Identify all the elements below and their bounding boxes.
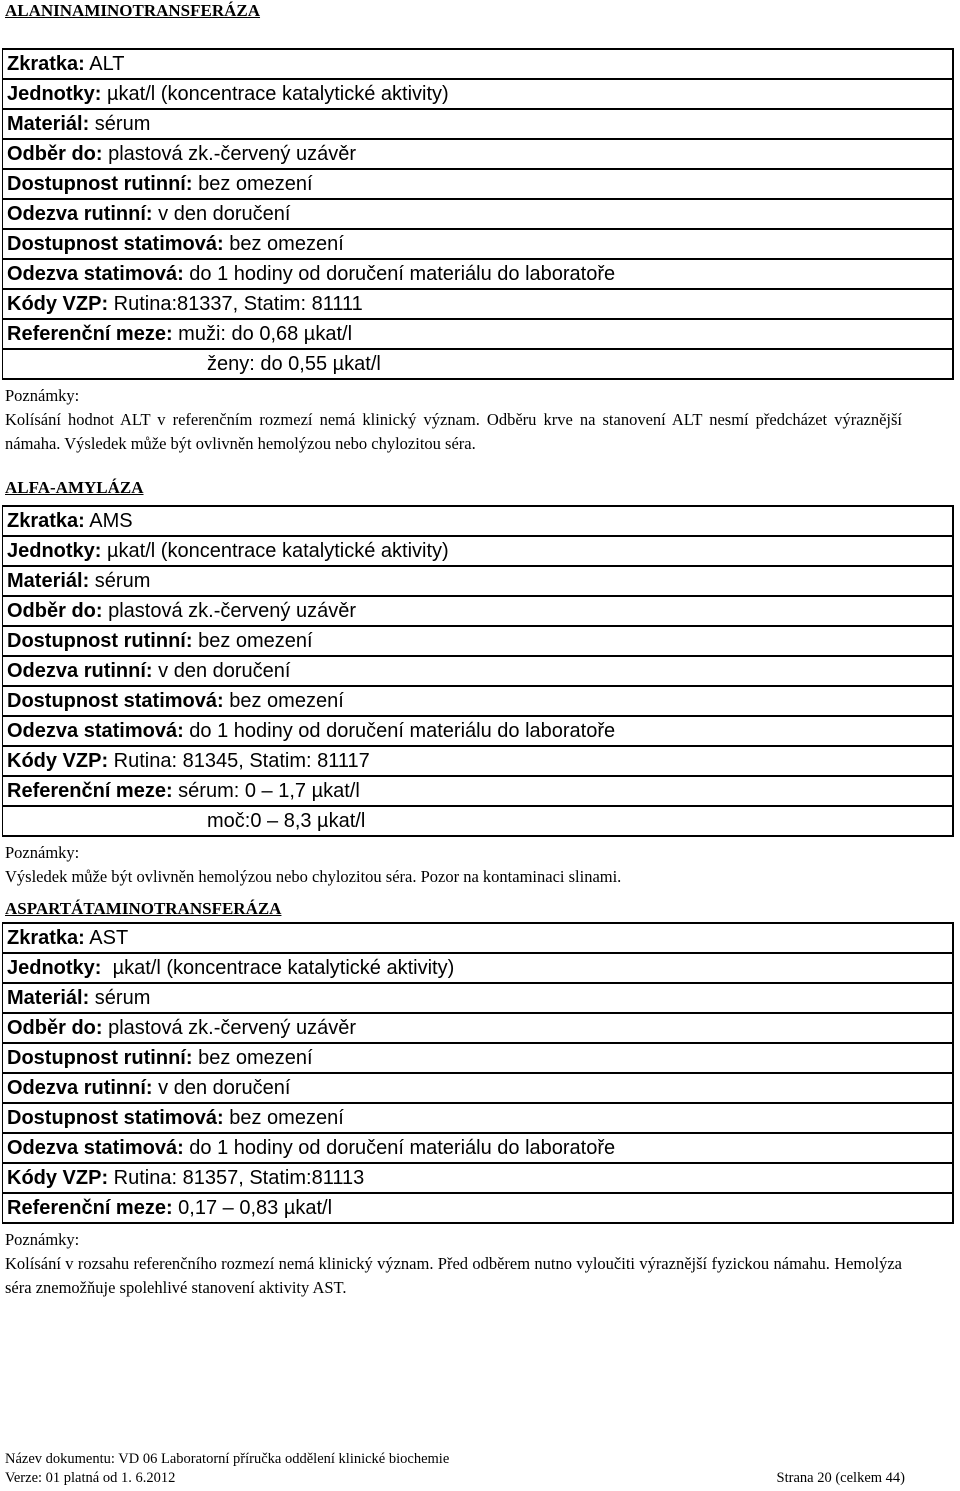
row-value: µkat/l (koncentrace katalytické aktivity) bbox=[101, 83, 449, 105]
table-row bbox=[3, 260, 952, 290]
table-row bbox=[3, 687, 952, 717]
table-row bbox=[3, 777, 952, 807]
notes-text: Výsledek může být ovlivněn hemolýzou nebo chylozitou séra. Pozor na kontaminaci slinami. bbox=[5, 867, 622, 886]
row-key: Odezva statimová: bbox=[7, 263, 184, 285]
section-title: ALFA-AMYLÁZA bbox=[5, 478, 144, 497]
row-key: Kódy VZP: bbox=[7, 293, 109, 315]
row-key: Odběr do: bbox=[7, 600, 103, 622]
row-value: bez omezení bbox=[192, 173, 313, 195]
notes bbox=[0, 1224, 960, 1300]
table-row bbox=[3, 747, 952, 777]
notes-label: Poznámky: bbox=[5, 386, 80, 405]
row-key: Odezva statimová: bbox=[7, 720, 184, 742]
section-title: ALANINAMINOTRANSFERÁZA bbox=[5, 1, 261, 20]
row-key: Zkratka: bbox=[7, 927, 85, 949]
row-key: Odezva rutinní: bbox=[7, 203, 153, 225]
row-value: 0,17 – 0,83 µkat/l bbox=[172, 1197, 333, 1219]
table-row bbox=[3, 200, 952, 230]
notes-text: Kolísání hodnot ALT v referenčním rozmezí nemá klinický význam. Odběru krve na stanovení ALT nesmí předcházet výraznější námaha. Výsledek může být ovlivněn hemolýzou nebo chylozitou séra. bbox=[5, 410, 902, 453]
row-value: do 1 hodiny od doručení materiálu do laboratoře bbox=[183, 263, 616, 285]
section-ams bbox=[0, 477, 960, 889]
row-value: v den doručení bbox=[152, 203, 291, 225]
row-value: v den doručení bbox=[152, 660, 291, 682]
section-title: ASPARTÁTAMINOTRANSFERÁZA bbox=[5, 899, 282, 918]
row-key: Dostupnost rutinní: bbox=[7, 1047, 193, 1069]
row-value: plastová zk.-červený uzávěr bbox=[102, 143, 356, 165]
info-table bbox=[2, 922, 954, 1224]
table-row-continuation bbox=[3, 350, 952, 380]
table-row bbox=[3, 597, 952, 627]
row-key: Odezva rutinní: bbox=[7, 660, 153, 682]
footer-line bbox=[5, 1469, 905, 1488]
row-value: do 1 hodiny od doručení materiálu do laboratoře bbox=[183, 1137, 616, 1159]
table-row bbox=[3, 320, 952, 350]
row-value: bez omezení bbox=[223, 233, 344, 255]
row-key: Dostupnost rutinní: bbox=[7, 630, 193, 652]
table-row bbox=[3, 1164, 952, 1194]
row-value: Rutina: 81345, Statim: 81117 bbox=[108, 750, 370, 772]
row-value: plastová zk.-červený uzávěr bbox=[102, 600, 356, 622]
notes-text: Kolísání v rozsahu referenčního rozmezí nemá klinický význam. Před odběrem nutno vyloučiti výraznější fyzickou námahu. Hemolýza séra znemožňuje spolehlivé stanovení aktivity AST. bbox=[5, 1254, 902, 1297]
row-key: Referenční meze: bbox=[7, 780, 173, 802]
table-row bbox=[3, 954, 952, 984]
table-row bbox=[3, 80, 952, 110]
page-footer bbox=[5, 1450, 905, 1488]
table-row bbox=[3, 507, 952, 537]
row-value: do 1 hodiny od doručení materiálu do laboratoře bbox=[183, 720, 616, 742]
row-value: bez omezení bbox=[223, 690, 344, 712]
table-row bbox=[3, 537, 952, 567]
row-key: Dostupnost statimová: bbox=[7, 1107, 224, 1129]
document-name: Název dokumentu: VD 06 Laboratorní příručka oddělení klinické biochemie bbox=[5, 1451, 450, 1467]
table-row-continuation bbox=[3, 807, 952, 837]
row-key: Dostupnost statimová: bbox=[7, 233, 224, 255]
row-key: Dostupnost statimová: bbox=[7, 690, 224, 712]
row-value: sérum bbox=[89, 987, 151, 1009]
table-row bbox=[3, 50, 952, 80]
row-key: Dostupnost rutinní: bbox=[7, 173, 193, 195]
row-value: sérum bbox=[89, 570, 151, 592]
table-row bbox=[3, 657, 952, 687]
table-row bbox=[3, 1074, 952, 1104]
row-key: Materiál: bbox=[7, 113, 90, 135]
row-value: moč:0 – 8,3 µkat/l bbox=[207, 810, 366, 832]
table-row bbox=[3, 717, 952, 747]
row-key: Kódy VZP: bbox=[7, 750, 109, 772]
row-key: Referenční meze: bbox=[7, 323, 173, 345]
row-value: sérum: 0 – 1,7 µkat/l bbox=[172, 780, 360, 802]
row-key: Odběr do: bbox=[7, 1017, 103, 1039]
row-value: bez omezení bbox=[192, 630, 313, 652]
row-value: Rutina:81337, Statim: 81111 bbox=[108, 293, 363, 315]
row-value: sérum bbox=[89, 113, 151, 135]
row-key: Jednotky: bbox=[7, 83, 102, 105]
notes bbox=[0, 837, 960, 889]
row-key: Jednotky: bbox=[7, 957, 102, 979]
section-ast bbox=[0, 898, 960, 1300]
table-row bbox=[3, 1014, 952, 1044]
table-row bbox=[3, 1104, 952, 1134]
row-value: muži: do 0,68 µkat/l bbox=[172, 323, 353, 345]
row-value: v den doručení bbox=[152, 1077, 291, 1099]
row-value: bez omezení bbox=[192, 1047, 313, 1069]
info-table bbox=[2, 48, 954, 380]
row-value: µkat/l (koncentrace katalytické aktivity) bbox=[101, 540, 449, 562]
row-value: bez omezení bbox=[223, 1107, 344, 1129]
page-number: Strana 20 (celkem 44) bbox=[776, 1470, 905, 1486]
table-row bbox=[3, 110, 952, 140]
row-key: Zkratka: bbox=[7, 510, 85, 532]
row-key: Jednotky: bbox=[7, 540, 102, 562]
table-row bbox=[3, 290, 952, 320]
row-value: µkat/l (koncentrace katalytické aktivity) bbox=[101, 957, 455, 979]
table-row bbox=[3, 140, 952, 170]
info-table bbox=[2, 505, 954, 837]
document-version: Verze: 01 platná od 1. 6.2012 bbox=[5, 1470, 176, 1486]
table-row bbox=[3, 984, 952, 1014]
row-value: plastová zk.-červený uzávěr bbox=[102, 1017, 356, 1039]
row-key: Referenční meze: bbox=[7, 1197, 173, 1219]
table-row bbox=[3, 567, 952, 597]
notes bbox=[0, 380, 960, 456]
row-value: ALT bbox=[84, 53, 125, 75]
row-key: Materiál: bbox=[7, 570, 90, 592]
notes-label: Poznámky: bbox=[5, 843, 80, 862]
row-key: Kódy VZP: bbox=[7, 1167, 109, 1189]
row-value: ženy: do 0,55 µkat/l bbox=[207, 353, 381, 375]
row-value: AMS bbox=[84, 510, 133, 532]
notes-label: Poznámky: bbox=[5, 1230, 80, 1249]
table-row bbox=[3, 1044, 952, 1074]
table-row bbox=[3, 1134, 952, 1164]
table-row bbox=[3, 1194, 952, 1224]
row-value: AST bbox=[84, 927, 129, 949]
row-key: Odezva statimová: bbox=[7, 1137, 184, 1159]
section-alt bbox=[0, 0, 960, 456]
row-key: Zkratka: bbox=[7, 53, 85, 75]
table-row bbox=[3, 627, 952, 657]
table-row bbox=[3, 230, 952, 260]
row-value: Rutina: 81357, Statim:81113 bbox=[108, 1167, 365, 1189]
row-key: Materiál: bbox=[7, 987, 90, 1009]
row-key: Odběr do: bbox=[7, 143, 103, 165]
table-row bbox=[3, 170, 952, 200]
row-key: Odezva rutinní: bbox=[7, 1077, 153, 1099]
table-row bbox=[3, 924, 952, 954]
